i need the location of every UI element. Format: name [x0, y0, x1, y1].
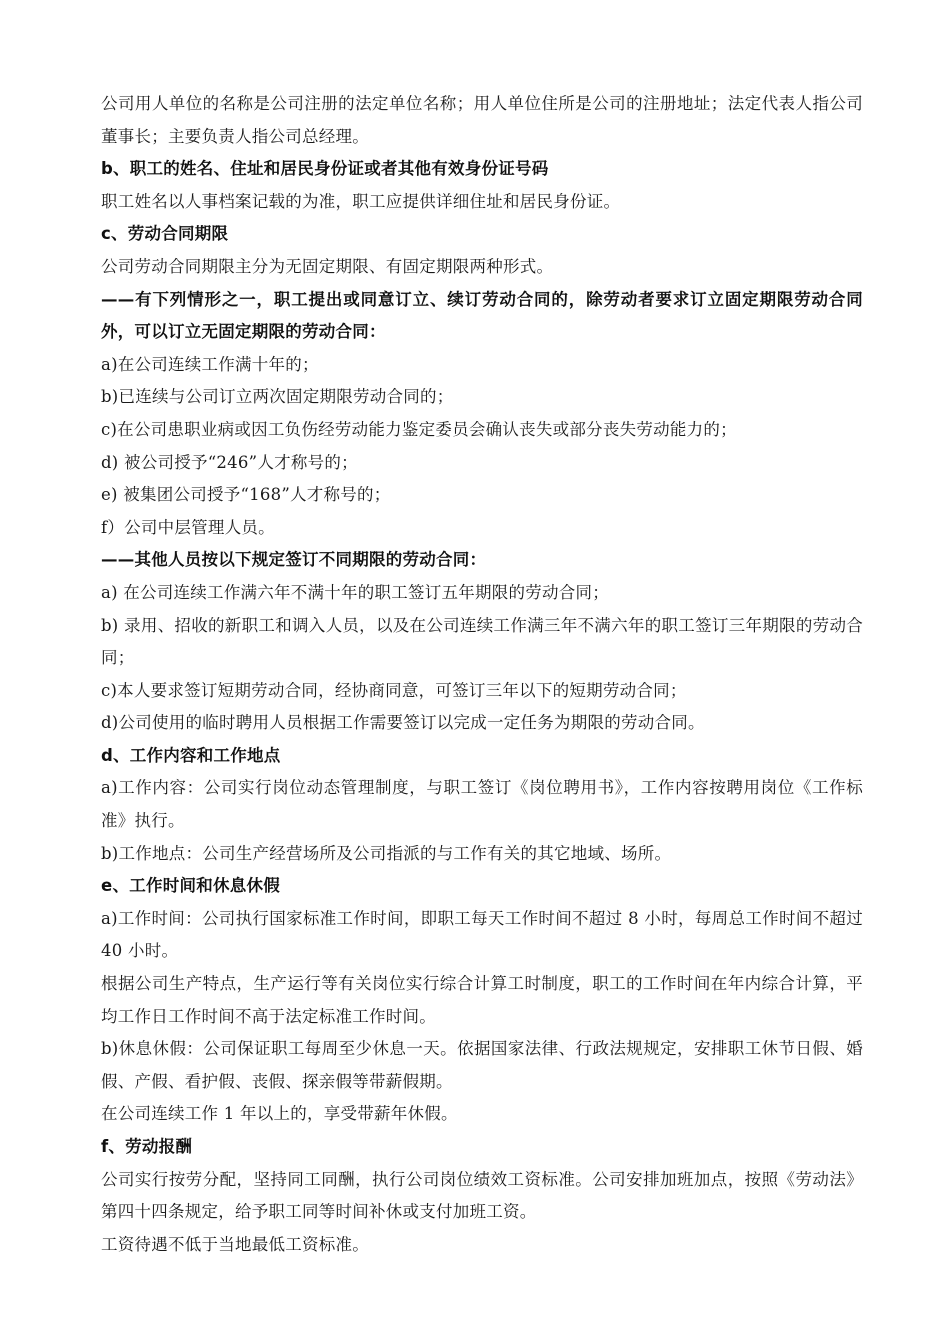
list-item: a)工作时间：公司执行国家标准工作时间，即职工每天工作时间不超过 8 小时，每周总工作时间不超过 40 小时。 — [101, 908, 863, 961]
heading-other-staff-terms: ——其他人员按以下规定签订不同期限的劳动合同： — [101, 550, 487, 570]
paragraph-contract-term-types: 公司劳动合同期限主分为无固定期限、有固定期限两种形式。 — [101, 256, 554, 276]
list-item: a) 在公司连续工作满六年不满十年的职工签订五年期限的劳动合同； — [101, 582, 610, 602]
list-item: e) 被集团公司授予“168”人才称号的； — [101, 485, 391, 505]
list-item: d)公司使用的临时聘用人员根据工作需要签订以完成一定任务为期限的劳动合同。 — [101, 713, 705, 733]
list-item: f）公司中层管理人员。 — [101, 517, 275, 537]
list-item: b)休息休假：公司保证职工每周至少休息一天。依据国家法律、行政法规规定，安排职工休节日假、婚假、产假、看护假、丧假、探亲假等带薪假期。 — [101, 1039, 863, 1091]
paragraph-minimum-wage: 工资待遇不低于当地最低工资标准。 — [101, 1234, 369, 1254]
paragraph-employee-identity: 职工姓名以人事档案记载的为准，职工应提供详细住址和居民身份证。 — [101, 191, 621, 211]
paragraph-employer-info: 公司用人单位的名称是公司注册的法定单位名称；用人单位住所是公司的注册地址；法定代表人指公司董事长；主要负责人指公司总经理。 — [101, 94, 863, 146]
heading-employee-identity: b、职工的姓名、住址和居民身份证或者其他有效身份证号码 — [101, 159, 549, 179]
heading-work-content-location: d、工作内容和工作地点 — [101, 745, 281, 765]
paragraph-remuneration: 公司实行按劳分配，坚持同工同酬，执行公司岗位绩效工资标准。公司安排加班加点，按照《劳动法》第四十四条规定，给予职工同等时间补休或支付加班工资。 — [101, 1169, 863, 1222]
list-item: a)工作内容：公司实行岗位动态管理制度，与职工签订《岗位聘用书》，工作内容按聘用岗位《工作标准》执行。 — [101, 778, 863, 831]
paragraph-annual-leave: 在公司连续工作 1 年以上的，享受带薪年休假。 — [101, 1104, 458, 1124]
list-item: d) 被公司授予“246”人才称号的； — [101, 452, 358, 472]
list-item: c)在公司患职业病或因工负伤经劳动能力鉴定委员会确认丧失或部分丧失劳动能力的； — [101, 419, 737, 439]
list-item: b)工作地点：公司生产经营场所及公司指派的与工作有关的其它地域、场所。 — [101, 843, 672, 863]
heading-contract-term: c、劳动合同期限 — [101, 224, 229, 244]
heading-open-ended-conditions: ——有下列情形之一，职工提出或同意订立、续订劳动合同的，除劳动者要求订立固定期限劳动合同外，可以订立无固定期限的劳动合同： — [101, 289, 863, 342]
document-page — [101, 88, 863, 1261]
list-item: b) 录用、招收的新职工和调入人员，以及在公司连续工作满三年不满六年的职工签订三年期限的劳动合同； — [101, 615, 863, 668]
list-item: b)已连续与公司订立两次固定期限劳动合同的； — [101, 387, 454, 407]
heading-working-hours-leave: e、工作时间和休息休假 — [101, 876, 280, 896]
list-item: c)本人要求签订短期劳动合同，经协商同意，可签订三年以下的短期劳动合同； — [101, 680, 687, 700]
heading-remuneration: f、劳动报酬 — [101, 1137, 193, 1156]
list-item: a)在公司连续工作满十年的； — [101, 354, 319, 374]
paragraph-comprehensive-hours: 根据公司生产特点，生产运行等有关岗位实行综合计算工时制度，职工的工作时间在年内综合计算，平均工作日工作时间不高于法定标准工作时间。 — [101, 974, 863, 1026]
